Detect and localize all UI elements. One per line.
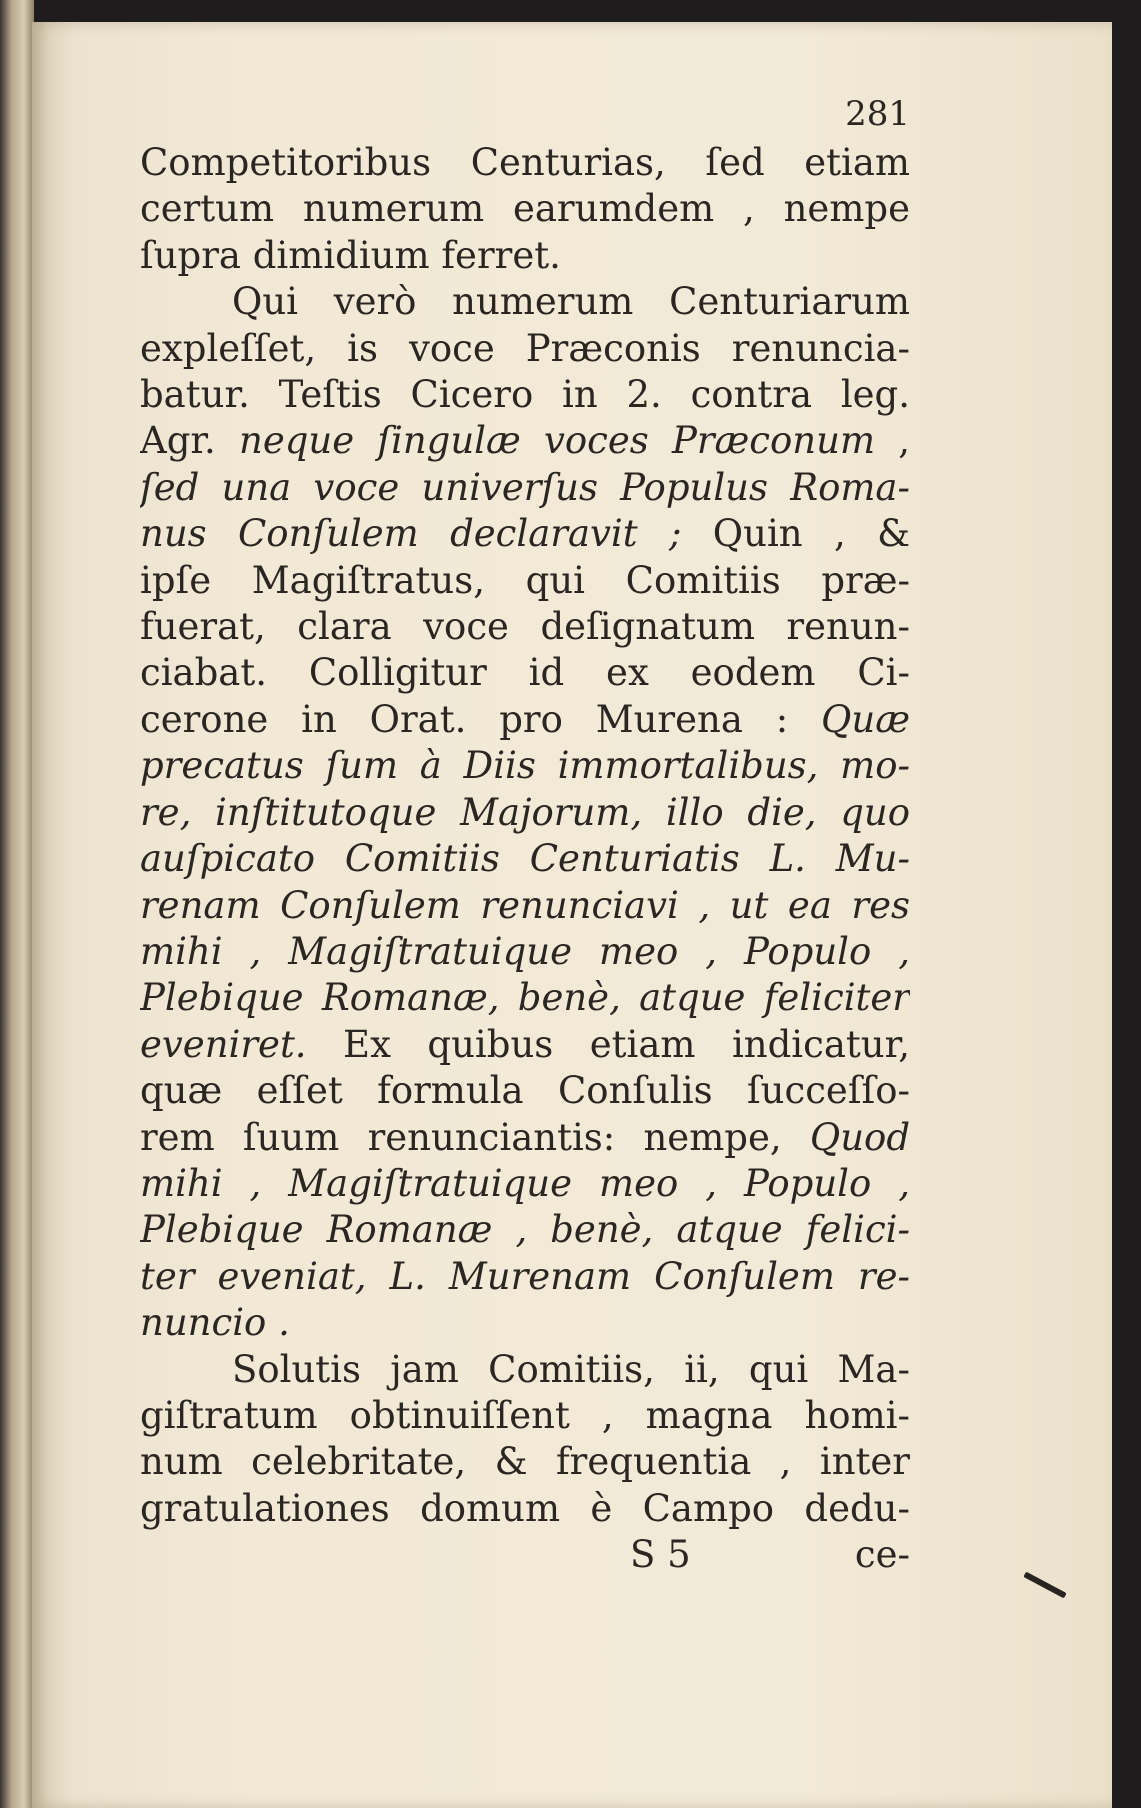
text-line	[140, 1207, 910, 1253]
roman-text: Ex quibus etiam indicatur,	[306, 1022, 910, 1066]
text-line	[140, 790, 910, 836]
roman-text: Quin , &	[681, 512, 910, 556]
roman-text: Solutis jam Comitiis, ii, qui Ma-	[232, 1347, 910, 1391]
text-line	[140, 1022, 910, 1068]
italic-text: re, inſtitutoque Majorum, illo die, quo	[140, 790, 910, 834]
text-line	[140, 465, 910, 511]
text-line	[140, 233, 910, 279]
italic-text: eveniret.	[140, 1022, 307, 1066]
text-line	[140, 1115, 910, 1161]
roman-text: cerone in Orat. pro Murena :	[140, 697, 822, 741]
roman-text: num celebritate, & frequentia , inter	[140, 1440, 910, 1484]
roman-text: batur. Teſtis Cicero in 2. contra leg.	[140, 373, 910, 417]
page-footer	[140, 1532, 910, 1578]
text-line	[140, 836, 910, 882]
roman-text: ſupra dimidium ferret.	[140, 233, 561, 277]
text-line	[140, 558, 910, 604]
text-line	[140, 1393, 910, 1439]
roman-text: gratulationes domum è Campo dedu-	[140, 1486, 910, 1530]
text-line	[140, 326, 910, 372]
left-page-edge	[0, 0, 34, 1808]
roman-text: ipſe Magiſtratus, qui Comitiis præ-	[140, 558, 910, 602]
roman-text: Agr.	[140, 419, 239, 463]
roman-text: rem ſuum renunciantis: nempe,	[140, 1115, 810, 1159]
italic-text: Quod	[809, 1115, 910, 1159]
roman-text: Qui verò numerum Centuriarum	[232, 280, 910, 324]
roman-text: giſtratum obtinuiſſent , magna homi-	[140, 1393, 910, 1437]
text-line	[140, 1486, 910, 1532]
text-line	[140, 1347, 910, 1393]
roman-text: quæ eſſet formula Conſulis ſucceſſo-	[140, 1069, 910, 1113]
italic-text: nuncio .	[140, 1301, 290, 1345]
italic-text: precatus ſum à Diis immortalibus, mo-	[140, 744, 910, 788]
text-line	[140, 743, 910, 789]
italic-text: auſpicato Comitiis Centuriatis L. Mu-	[140, 837, 910, 881]
italic-text: nus Conſulem declaravit ;	[140, 512, 682, 556]
text-line	[140, 418, 910, 464]
italic-text: renam Conſulem renunciavi , ut ea res	[140, 883, 910, 927]
roman-text: Competitoribus Centurias, ſed etiam	[140, 141, 910, 184]
text-line	[140, 186, 910, 232]
text-line	[140, 1300, 910, 1346]
italic-text: Quæ	[821, 697, 910, 741]
text-line	[140, 1161, 910, 1207]
roman-text: certum numerum earumdem , nempe	[140, 187, 910, 231]
italic-text: ſed una voce univerſus Populus Roma-	[140, 465, 910, 509]
italic-text: neque ſingulæ voces Præconum	[238, 419, 876, 463]
text-line	[140, 975, 910, 1021]
page-mark	[1023, 1572, 1066, 1599]
page-number: 281	[845, 94, 910, 134]
text-line	[140, 604, 910, 650]
text-line	[140, 883, 910, 929]
italic-text: mihi , Magiſtratuique meo , Populo ,	[140, 929, 910, 973]
italic-text: Plebique Romanæ , benè, atque felici-	[140, 1208, 910, 1252]
roman-text: expleſſet, is voce Præconis renuncia-	[140, 326, 910, 370]
text-line	[140, 511, 910, 557]
text-line	[140, 697, 910, 743]
text-line	[140, 929, 910, 975]
text-line	[140, 1439, 910, 1485]
text-line	[140, 140, 910, 186]
text-line	[140, 1254, 910, 1300]
catchword: ce-	[854, 1533, 910, 1577]
page-text-block	[140, 94, 910, 1578]
italic-text: mihi , Magiſtratuique meo , Populo ,	[140, 1161, 910, 1205]
text-line	[140, 279, 910, 325]
italic-text: Plebique Romanæ, benè, atque feliciter	[140, 976, 910, 1020]
signature-mark: S 5	[630, 1533, 691, 1577]
text-line	[140, 650, 910, 696]
italic-text: ter eveniat, L. Murenam Conſulem re-	[140, 1254, 910, 1298]
roman-text: ,	[875, 419, 910, 463]
roman-text: fuerat, clara voce deſignatum renun-	[140, 605, 910, 649]
text-line	[140, 372, 910, 418]
body-text	[140, 140, 910, 1532]
text-line	[140, 1068, 910, 1114]
roman-text: ciabat. Colligitur id ex eodem Ci-	[140, 651, 910, 695]
